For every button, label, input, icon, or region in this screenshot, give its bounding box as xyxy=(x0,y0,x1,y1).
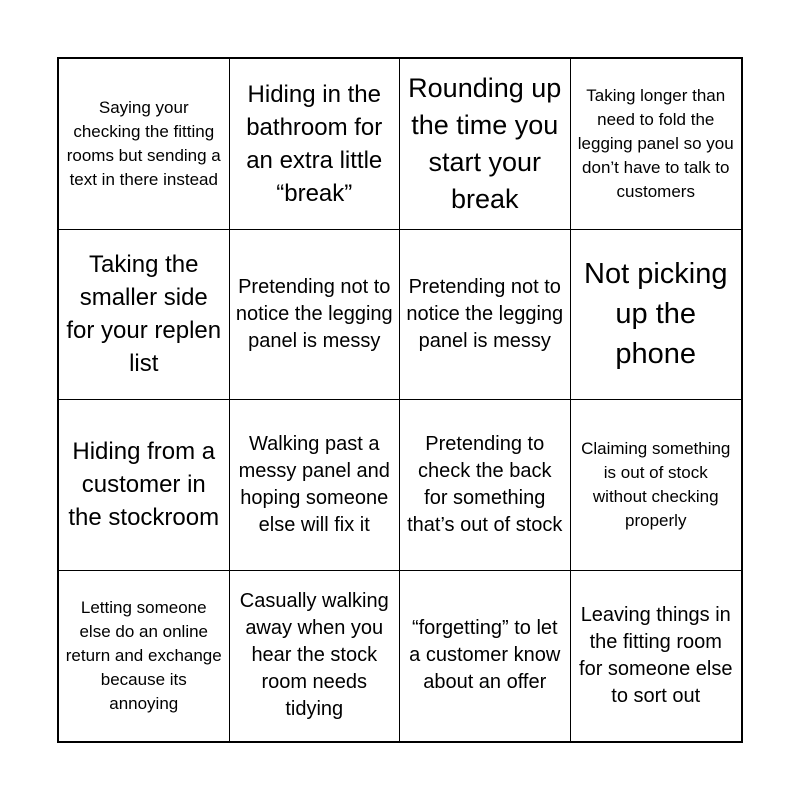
cell-text: Hiding from a customer in the stockroom xyxy=(68,438,220,532)
cell-text: Leaving things in the fitting room for someone else to sort out xyxy=(579,603,733,707)
bingo-cell[interactable] xyxy=(230,571,401,742)
cell-text: Claiming something is out of stock without checking properly xyxy=(581,438,731,530)
bingo-cell[interactable] xyxy=(400,400,571,571)
cell-text: Pretending not to notice the legging panel is messy xyxy=(406,275,564,352)
cell-text: “forgetting” to let a customer know about an offer xyxy=(409,617,561,694)
cell-text: Saying your checking the fitting rooms but sending a text in there instead xyxy=(66,97,221,189)
cell-text: Walking past a messy panel and hoping someone else will fix it xyxy=(238,432,390,536)
cell-text: Pretending not to notice the legging panel is messy xyxy=(235,275,393,352)
cell-text: Letting someone else do an online return and exchange because its annoying xyxy=(65,597,222,713)
bingo-cell[interactable] xyxy=(400,571,571,742)
cell-text: Taking longer than need to fold the legging panel so you don’t have to talk to customers xyxy=(577,85,734,201)
bingo-cell[interactable] xyxy=(59,571,230,742)
bingo-cell[interactable] xyxy=(571,59,742,230)
cell-text: Hiding in the bathroom for an extra little “break” xyxy=(246,80,383,207)
bingo-cell[interactable] xyxy=(230,230,401,401)
bingo-cell[interactable] xyxy=(400,59,571,230)
bingo-cell[interactable] xyxy=(400,230,571,401)
bingo-cell[interactable] xyxy=(571,230,742,401)
cell-text: Pretending to check the back for something that’s out of stock xyxy=(407,432,563,536)
bingo-cell[interactable] xyxy=(230,400,401,571)
bingo-cell[interactable] xyxy=(571,400,742,571)
bingo-cell[interactable] xyxy=(59,230,230,401)
bingo-cell[interactable] xyxy=(571,571,742,742)
cell-text: Taking the smaller side for your replen list xyxy=(66,251,222,378)
bingo-cell[interactable] xyxy=(230,59,401,230)
bingo-cell[interactable] xyxy=(59,59,230,230)
bingo-grid xyxy=(57,57,743,743)
cell-text: Rounding up the time you start your break xyxy=(408,72,562,214)
bingo-cell[interactable] xyxy=(59,400,230,571)
cell-text: Casually walking away when you hear the stock room needs tidying xyxy=(239,590,389,721)
cell-text: Not picking up the phone xyxy=(584,258,728,371)
